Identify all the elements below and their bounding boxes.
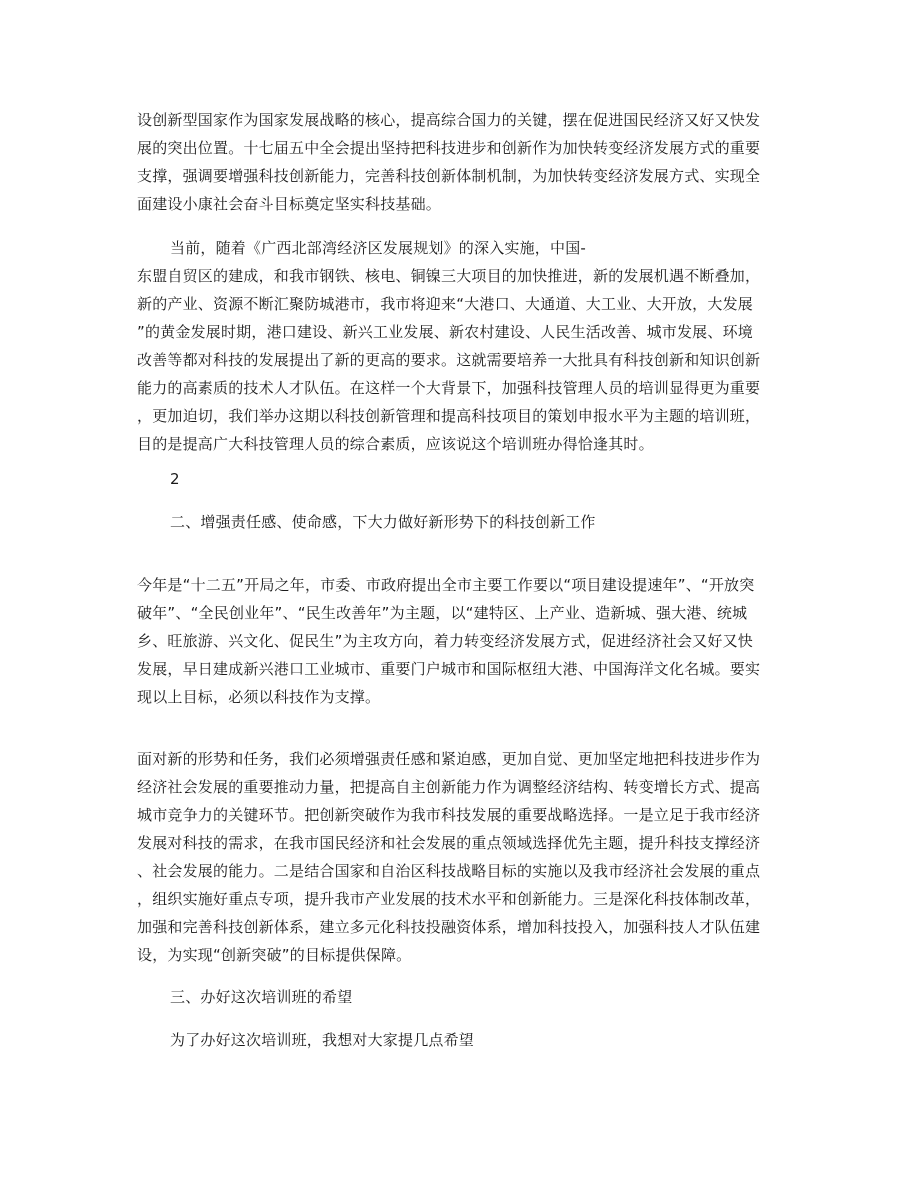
- text-line: ，更加迫切，我们举办这期以科技创新管理和提高科技项目的策划申报水平为主题的培训班，: [137, 407, 761, 425]
- text-line: 现以上目标，必须以科技作为支撑。: [137, 688, 381, 706]
- paragraph-new-situation-tasks: [137, 745, 787, 969]
- text-line: 支撑，强调要增强科技创新能力，完善科技创新体制机制，为加快转变经济发展方式、实现全: [137, 167, 761, 185]
- text-line: 设创新型国家作为国家发展战略的核心，提高综合国力的关键，摆在促进国民经济又好又快发: [137, 111, 761, 129]
- page-number: [137, 465, 787, 493]
- text-line: 设，为实现“创新突破”的目标提供保障。: [137, 946, 412, 964]
- text-line: 破年”、“全民创业年”、“民生改善年”为主题，以“建特区、上产业、造新城、强大港、统城: [137, 604, 748, 622]
- text-line: 面建设小康社会奋斗目标奠定坚实科技基础。: [137, 195, 442, 213]
- text-line: 加强和完善科技创新体系，建立多元化科技投融资体系，增加科技投入，加强科技人才队伍建: [137, 918, 761, 936]
- paragraph-current-situation: [137, 234, 787, 458]
- text-line: 乡、旺旅游、兴文化、促民生”为主攻方向，着力转变经济发展方式，促进经济社会又好又快: [137, 632, 753, 650]
- text-line: 、社会发展的能力。二是结合国家和自治区科技战略目标的实施以及我市经济社会发展的重点: [137, 862, 761, 880]
- paragraph-twelfth-five-year: [137, 571, 787, 711]
- text-line: 能力的高素质的技术人才队伍。在这样一个大背景下，加强科技管理人员的培训显得更为重要: [137, 379, 761, 397]
- text-line: 目的是提高广大科技管理人员的综合素质，应该说这个培训班办得恰逢其时。: [137, 435, 654, 453]
- heading-text: 三、办好这次培训班的希望: [170, 988, 353, 1006]
- heading-text: 二、增强责任感、使命感，下大力做好新形势下的科技创新工作: [170, 513, 596, 531]
- section-heading-three: [137, 983, 787, 1011]
- text-line: 经济社会发展的重要推动力量，把提高自主创新能力作为调整经济结构、转变增长方式、提高: [137, 778, 761, 796]
- page-number-text: 2: [170, 470, 180, 488]
- text-line: 当前，随着《广西北部湾经济区发展规划》的深入实施，中国-: [170, 239, 587, 257]
- text-line: 发展，早日建成新兴港口工业城市、重要门户城市和国际枢纽大港、中国海洋文化名城。要实: [137, 660, 761, 678]
- text-line: ”的黄金发展时期，港口建设、新兴工业发展、新农村建设、人民生活改善、城市发展、环境: [137, 323, 753, 341]
- text-line: 发展对科技的需求，在我市国民经济和社会发展的重点领域选择优先主题，提升科技支撑经济: [137, 834, 761, 852]
- text-line: 今年是“十二五”开局之年，市委、市政府提出全市主要工作要以“项目建设提速年”、“开放突: [137, 576, 755, 594]
- text-line: 展的突出位置。十七届五中全会提出坚持把科技进步和创新作为加快转变经济发展方式的重要: [137, 139, 761, 157]
- text-line: 新的产业、资源不断汇聚防城港市，我市将迎来“大港口、大通道、大工业、大开放，大发展: [137, 295, 753, 313]
- text-line: 东盟自贸区的建成，和我市钢铁、核电、铜镍三大项目的加快推进，新的发展机遇不断叠加，: [137, 267, 761, 285]
- section-heading-two: [137, 508, 787, 536]
- text-line: 面对新的形势和任务，我们必须增强责任感和紧迫感，更加自觉、更加坚定地把科技进步作为: [137, 750, 761, 768]
- text-line: 城市竞争力的关键环节。把创新突破作为我市科技发展的重要战略选择。一是立足于我市经济: [137, 806, 761, 824]
- text-line: 改善等都对科技的发展提出了新的更高的要求。这就需要培养一大批具有科技创新和知识创新: [137, 351, 761, 369]
- text-line: 为了办好这次培训班，我想对大家提几点希望: [170, 1031, 475, 1049]
- paragraph-hopes: [137, 1026, 787, 1054]
- paragraph-national-strategy: [137, 106, 787, 218]
- text-line: ，组织实施好重点专项，提升我市产业发展的技术水平和创新能力。三是深化科技体制改革，: [137, 890, 761, 908]
